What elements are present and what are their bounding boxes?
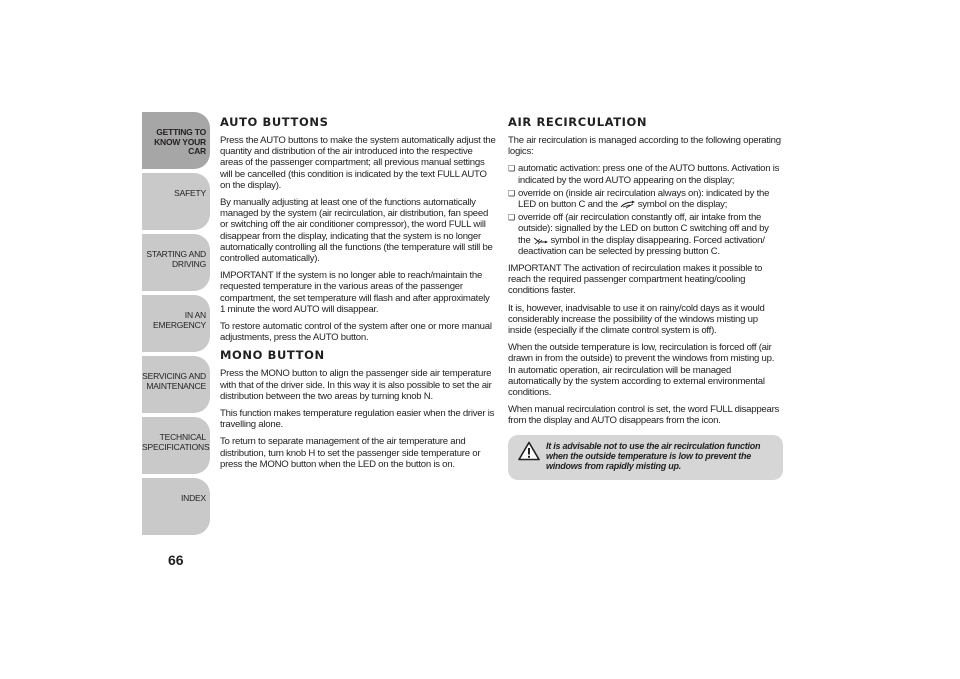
list-item-text: override on (inside air recirculation always on): indicated by the LED on button C and the	[518, 187, 770, 211]
air-recirculation-heading: AIR RECIRCULATION	[508, 115, 648, 129]
paragraph: To restore automatic control of the system after one or more manual adjustments, press the AUTO button.	[220, 321, 492, 344]
tab-label-line: SERVICING AND	[142, 371, 206, 381]
tab-starting-and-driving[interactable]	[142, 234, 210, 291]
mono-button-heading: MONO BUTTON	[220, 348, 325, 363]
page-number: 66	[168, 552, 184, 568]
warning-triangle-icon	[518, 441, 540, 461]
paragraph: To return to separate management of the air temperature and distribution, turn knob H to set the passenger side temperature or press the MONO button when the LED on the button is on.	[220, 436, 481, 470]
list-item-text: symbol on the display;	[637, 199, 728, 211]
paragraph: The air recirculation is managed according to the following operating logics:	[508, 135, 781, 158]
paragraph: Press the MONO button to align the passenger side air temperature with that of the driver side. In this way it is also possible to set the air distribution between the two areas by turning knob N.	[220, 368, 492, 402]
tab-label-line: GETTING TO	[156, 127, 206, 137]
section-sidebar	[142, 112, 210, 539]
tab-getting-to-know-your-car[interactable]	[142, 112, 210, 169]
tab-in-an-emergency[interactable]	[142, 295, 210, 352]
tab-label-line: SPECIFICATIONS	[142, 441, 210, 452]
paragraph: It is, however, inadvisable to use it on rainy/cold days as it would considerably increase the possibility of the windows misting up inside (especially if the climate control system is off).	[508, 302, 765, 337]
list-item	[508, 163, 783, 185]
tab-label-line: MAINTENANCE	[146, 380, 206, 391]
paragraph: When manual recirculation control is set, the word FULL disappears from the display and AUTO disappears from the icon.	[508, 404, 780, 427]
list-item	[508, 212, 783, 257]
list-item-text: automatic activation: press one of the AUTO buttons. Activation is indicated by the word AUTO appearing on the display;	[518, 163, 780, 186]
warning-box	[508, 435, 783, 480]
tab-label-line: SAFETY	[174, 188, 206, 198]
tab-label-line: INDEX	[181, 493, 206, 503]
recirculation-symbol-icon	[620, 200, 635, 209]
paragraph: When the outside temperature is low, recirculation is forced off (air drawn in from the outside) to prevent the windows from misting up. In automatic operation, air recirculation will be managed automatically by the system according to external environmental conditions.	[508, 342, 775, 399]
paragraph: IMPORTANT If the system is no longer able to reach/maintain the requested temperature in the various areas of the passenger compartment, the set temperature will flash and after approximately 1 minute the word AUTO will disappear.	[220, 270, 490, 315]
list-item-text: override off (air recirculation constantly off, air intake from the outside): signalled by the LED on button C switching off and by the	[518, 212, 769, 246]
tab-technical-specifications[interactable]	[142, 417, 210, 474]
warning-text: It is advisable not to use the air recirculation function when the outside temperature is low to prevent the windows from rapidly misting up.	[546, 440, 761, 472]
tab-label-line: IN AN EMERGENCY	[153, 310, 206, 330]
right-column	[508, 112, 783, 480]
paragraph: Press the AUTO buttons to make the system automatically adjust the quantity and distribution of the air introduced into the respective areas of the passenger compartment; all previous manual settings will be cancelled (this condition is indicated by the text FULL AUTO on the display).	[220, 135, 496, 191]
list-item	[508, 188, 783, 210]
tab-safety[interactable]	[142, 173, 210, 230]
recirculation-logic-list	[508, 163, 783, 257]
tab-servicing-and-maintenance[interactable]	[142, 356, 210, 413]
list-item-text: symbol in the display disappearing. Forced activation/ deactivation can be selected by pressing button C.	[518, 234, 765, 257]
paragraph: By manually adjusting at least one of the functions automatically managed by the system (air recirculation, air distribution, fan speed or switching off the air conditioner compressor), the word FULL will disappear from the display, indicating that the system is no longer automatically controlling all the functions (the temperature will still be controlled automatically).	[220, 197, 493, 265]
tab-label-line: KNOW YOUR CAR	[154, 136, 206, 156]
paragraph: IMPORTANT The activation of recirculation makes it possible to reach the required passenger compartment heating/cooling conditions faster.	[508, 263, 763, 297]
tab-index[interactable]	[142, 478, 210, 535]
left-column	[220, 112, 496, 476]
tab-label-line: DRIVING	[171, 258, 206, 269]
auto-buttons-heading: AUTO BUTTONS	[220, 115, 329, 129]
fresh-air-intake-icon	[533, 236, 548, 245]
tab-label-line: TECHNICAL	[159, 432, 206, 442]
tab-label-line: STARTING AND	[146, 249, 206, 259]
paragraph: This function makes temperature regulation easier when the driver is travelling alone.	[220, 408, 495, 431]
